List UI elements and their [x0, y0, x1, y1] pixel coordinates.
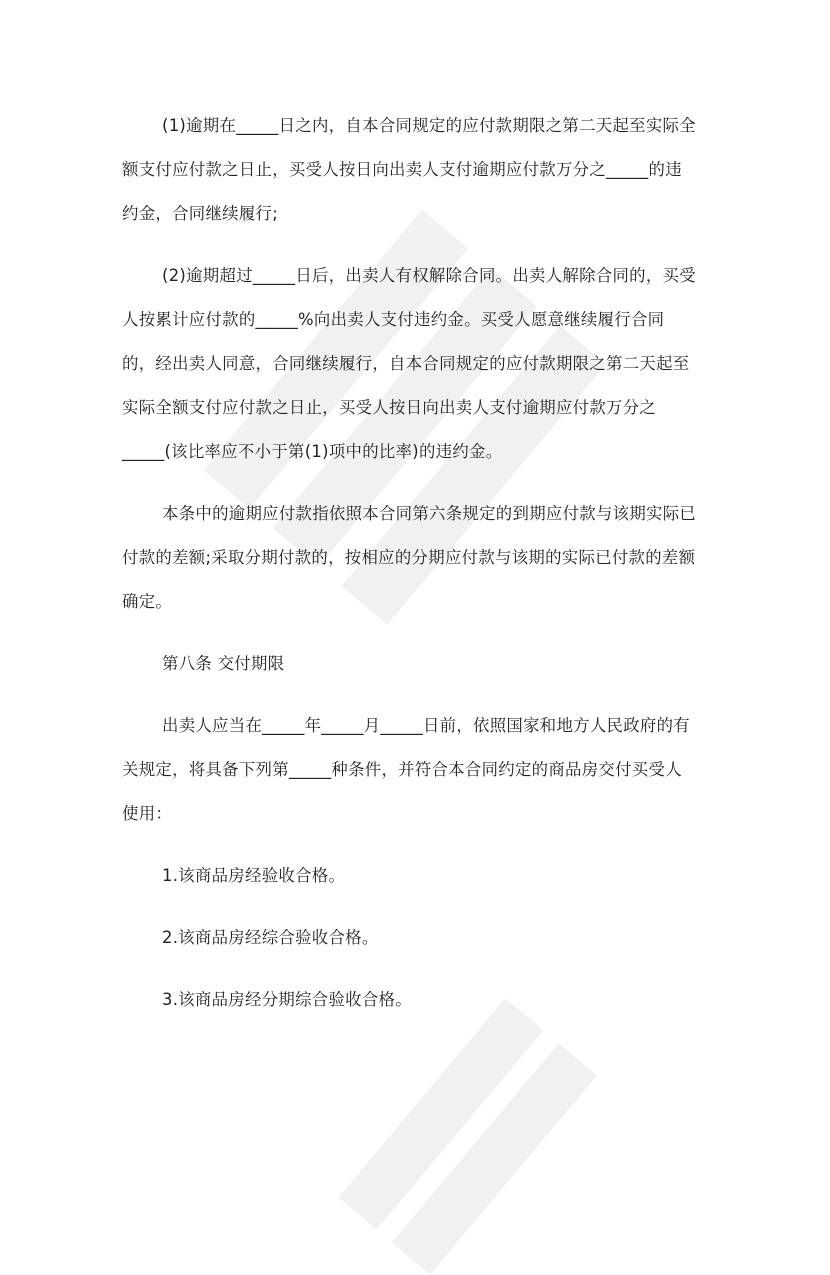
- text-line: 关规定，将具备下列第_____种条件，并符合本合同约定的商品房交付买受人: [122, 760, 682, 779]
- text-line: 2.该商品房经综合验收合格。: [162, 928, 379, 947]
- paragraph: [122, 916, 722, 960]
- section-heading: [122, 642, 722, 686]
- text-line: 额支付应付款之日止，买受人按日向出卖人支付逾期应付款万分之_____的违: [122, 160, 682, 179]
- watermark: [323, 985, 597, 1274]
- text-line: 出卖人应当在_____年_____月_____日前，依照国家和地方人民政府的有: [162, 716, 691, 735]
- text-line: 人按累计应付款的_____%向出卖人支付违约金。买受人愿意继续履行合同: [122, 310, 665, 329]
- text-line: (1)逾期在_____日之内，自本合同规定的应付款期限之第二天起至实际全: [162, 116, 696, 135]
- text-line: _____(该比率应不小于第(1)项中的比率)的违约金。: [122, 442, 503, 461]
- paragraph: [122, 854, 722, 898]
- paragraph: [122, 254, 722, 474]
- text-line: 的，经出卖人同意，合同继续履行，自本合同规定的应付款期限之第二天起至: [122, 354, 690, 373]
- text-line: 实际全额支付应付款之日止，买受人按日向出卖人支付逾期应付款万分之: [122, 398, 657, 417]
- paragraph: [122, 978, 722, 1022]
- text-line: 1.该商品房经验收合格。: [162, 866, 346, 885]
- text-line: 使用：: [122, 804, 173, 823]
- text-line: 第八条 交付期限: [162, 654, 285, 673]
- text-line: 本条中的逾期应付款指依照本合同第六条规定的到期应付款与该期实际已: [162, 504, 697, 523]
- document-page: [122, 104, 722, 1022]
- text-line: (2)逾期超过_____日后，出卖人有权解除合同。出卖人解除合同的，买受: [162, 266, 696, 285]
- paragraph: [122, 704, 722, 836]
- text-line: 确定。: [122, 592, 173, 611]
- paragraph: [122, 104, 722, 236]
- text-line: 约金，合同继续履行;: [122, 204, 279, 223]
- text-line: 付款的差额;采取分期付款的，按相应的分期应付款与该期的实际已付款的差额: [122, 548, 696, 567]
- paragraph: [122, 492, 722, 624]
- text-line: 3.该商品房经分期综合验收合格。: [162, 990, 412, 1009]
